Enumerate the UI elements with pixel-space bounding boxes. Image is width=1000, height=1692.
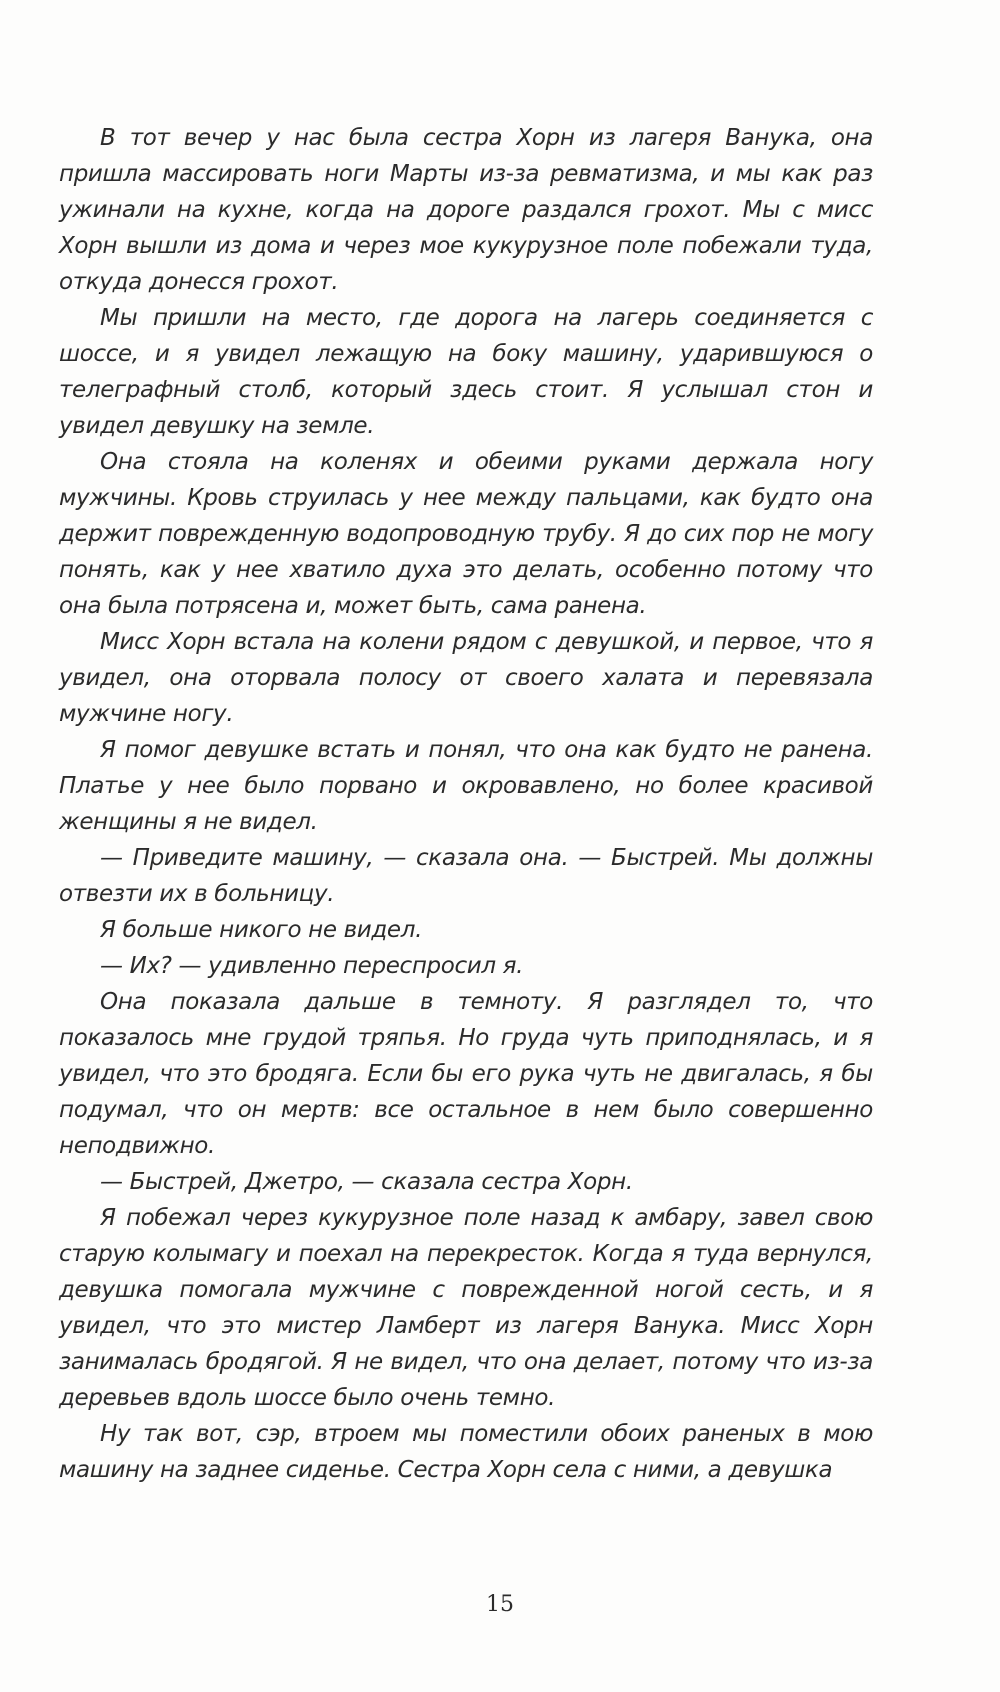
body-text xyxy=(59,120,873,1488)
page-number: 15 xyxy=(486,1592,514,1617)
paragraph: — Быстрей, Джетро, — сказала сестра Хорн. xyxy=(100,1169,633,1195)
paragraph: В тот вечер у нас была сестра Хорн из лагеря Ванука, она пришла массировать ноги Марты из-за ревматизма, и мы как раз ужинали на кухне, когда на дороге раздался грохот. Мы с мисс Хорн вышли из дома и через мое кукурузное поле побежали туда, откуда донесся грохот. xyxy=(59,125,873,295)
paragraph: Она показала дальше в темноту. Я разглядел то, что показалось мне грудой тряпья. Но груда чуть приподнялась, и я увидел, что это бродяга. Если бы его рука чуть не двигалась, я бы подумал, что он мертв: все остальное в нем было совершенно неподвижно. xyxy=(59,989,873,1159)
paragraph: — Приведите машину, — сказала она. — Быстрей. Мы должны отвезти их в больницу. xyxy=(59,845,873,907)
paragraph: Мы пришли на место, где дорога на лагерь соединяется с шоссе, и я увидел лежащую на боку машину, ударившуюся о телеграфный столб, который здесь стоит. Я услышал стон и увидел девушку на земле. xyxy=(59,305,873,439)
paragraph: Ну так вот, сэр, втроем мы поместили обоих раненых в мою машину на заднее сиденье. Сестра Хорн села с ними, а девушка xyxy=(59,1421,873,1483)
paragraph: Она стояла на коленях и обеими руками держала ногу мужчины. Кровь струилась у нее между пальцами, как будто она держит поврежденную водопроводную трубу. Я до сих пор не могу понять, как у нее хватило духа это делать, особенно потому что она была потрясена и, может быть, сама ранена. xyxy=(59,449,873,619)
paragraph: Я больше никого не видел. xyxy=(100,917,423,943)
paragraph: Мисс Хорн встала на колени рядом с девушкой, и первое, что я увидел, она оторвала полосу от своего халата и перевязала мужчине ногу. xyxy=(59,629,873,727)
paragraph: Я помог девушке встать и понял, что она как будто не ранена. Платье у нее было порвано и окровавлено, но более красивой женщины я не видел. xyxy=(59,737,873,835)
paragraph: — Их? — удивленно переспросил я. xyxy=(100,953,524,979)
paragraph: Я побежал через кукурузное поле назад к амбару, завел свою старую колымагу и поехал на перекресток. Когда я туда вернулся, девушка помогала мужчине с поврежденной ногой сесть, и я увидел, что это мистер Ламберт из лагеря Ванука. Мисс Хорн занималась бродягой. Я не видел, что она делает, потому что из-за деревьев вдоль шоссе было очень темно. xyxy=(59,1205,873,1411)
